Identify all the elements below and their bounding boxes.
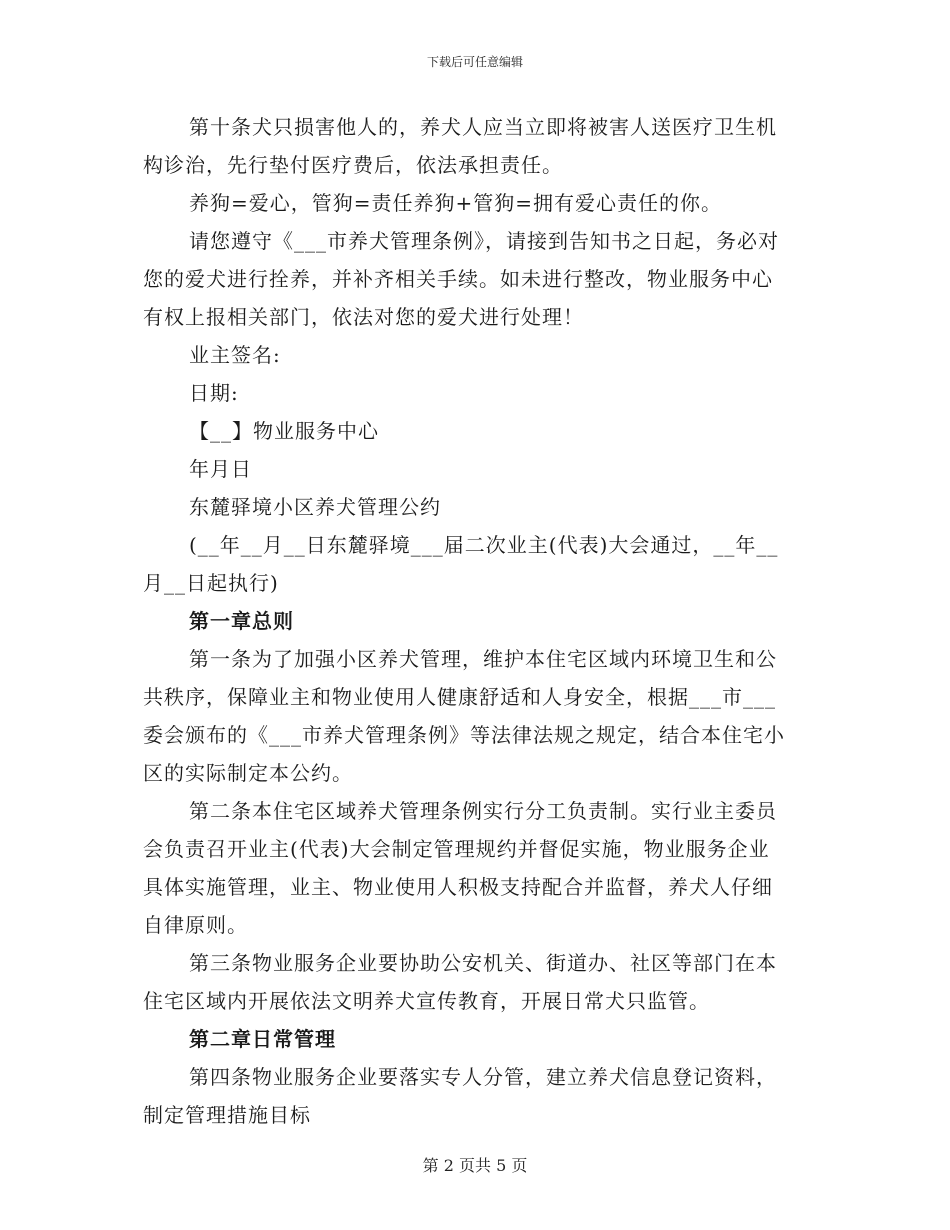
text-line: 月__日起执行) (143, 571, 279, 595)
text-line: 请您遵守《___市养犬管理条例》，请接到告知书之日起，务必对 (189, 229, 779, 253)
paragraph-notice (143, 222, 808, 336)
text-line: 第二条本住宅区域养犬管理条例实行分工负责制。实行业主委员 (189, 799, 777, 823)
text-line: 您的爱犬进行拴养，并补齐相关手续。如未进行整改，物业服务中心 (143, 267, 773, 291)
document-body (143, 108, 808, 1134)
text-line: 住宅区域内开展依法文明养犬宣传教育，开展日常犬只监管。 (143, 989, 710, 1013)
text-line: 有权上报相关部门，依法对您的爱犬进行处理！ (143, 305, 584, 329)
text-line: 共秩序，保障业主和物业使用人健康舒适和人身安全，根据___市___ (143, 685, 776, 709)
paragraph-article-1 (143, 640, 808, 792)
text-line: 委会颁布的《___市养犬管理条例》等法律法规之规定，结合本住宅小 (143, 723, 785, 747)
text-line: 第十条犬只损害他人的，养犬人应当立即将被害人送医疗卫生机 (189, 115, 777, 139)
paragraph-article-2 (143, 792, 808, 944)
text-line: 构诊治，先行垫付医疗费后，依法承担责任。 (143, 153, 563, 177)
text-line: 第三条物业服务企业要协助公安机关、街道办、社区等部门在本 (189, 951, 777, 975)
date-label: 日期: (189, 381, 239, 405)
text-line: 第一条为了加强小区养犬管理，维护本住宅区域内环境卫生和公 (189, 647, 777, 671)
page-footer: 第 2 页共 5 页 (422, 1156, 528, 1175)
paragraph-article-3 (143, 944, 808, 1020)
page-header: 下载后可任意编辑 (426, 55, 523, 69)
chapter-heading: 第一章总则 (189, 609, 294, 633)
convention-title: 东麓驿境小区养犬管理公约 (189, 495, 441, 519)
owner-signature-label: 业主签名: (189, 343, 281, 367)
text-line: 自律原则。 (143, 913, 248, 937)
text-line: 区的实际制定本公约。 (143, 761, 353, 785)
text-line: (__年__月__日东麓驿境___届二次业主(代表)大会通过，__年__ (189, 533, 779, 557)
text-line: 具体实施管理，业主、物业使用人积极支持配合并监督，养犬人仔细 (143, 875, 773, 899)
paragraph-slogan: 养狗=爱心，管狗=责任养狗+管狗=拥有爱心责任的你。 (189, 191, 723, 215)
year-month-day: 年月日 (189, 457, 252, 481)
text-line: 第四条物业服务企业要落实专人分管，建立养犬信息登记资料， (189, 1065, 777, 1089)
paragraph-article-10 (143, 108, 808, 184)
property-service-center: 【__】物业服务中心 (189, 419, 379, 443)
chapter-heading: 第二章日常管理 (189, 1027, 336, 1051)
text-line: 制定管理措施目标 (143, 1103, 311, 1127)
text-line: 会负责召开业主(代表)大会制定管理规约并督促实施，物业服务企业 (143, 837, 770, 861)
convention-adoption-note (143, 526, 808, 602)
paragraph-article-4 (143, 1058, 808, 1134)
